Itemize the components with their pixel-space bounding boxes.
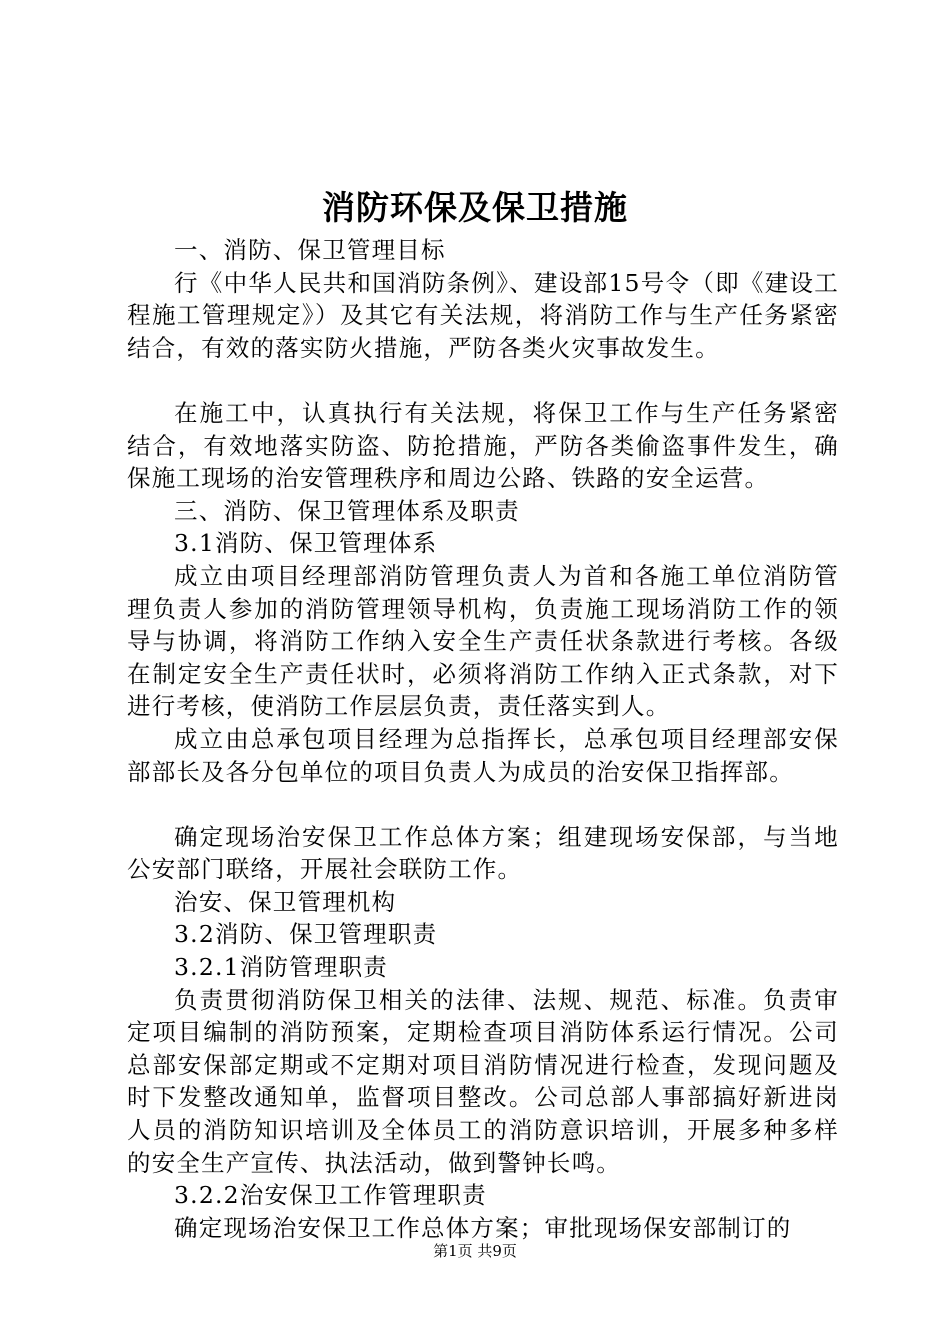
document-body <box>127 234 839 1244</box>
section-heading-1: 一、消防、保卫管理目标 <box>174 236 446 264</box>
section-heading-3: 三、消防、保卫管理体系及职责 <box>174 496 520 525</box>
subsection-heading-3-2-1: 3.2.1消防管理职责 <box>174 953 388 982</box>
subsection-heading-3-2-2: 3.2.2治安保卫工作管理职责 <box>174 1181 487 1210</box>
blank-line <box>127 364 839 397</box>
page-footer: 第1页 共9页 <box>433 1242 517 1260</box>
paragraph-security-command: 成立由总承包项目经理为总指挥长，总承包项目经理部安保部部长及各分包单位的项目负责人为成员的治安保卫指挥部。 <box>127 724 839 786</box>
page-title: 消防环保及保卫措施 <box>322 188 628 227</box>
subsection-heading-3-2: 3.2消防、保卫管理职责 <box>174 920 438 949</box>
heading-security-organization: 治安、保卫管理机构 <box>174 887 397 916</box>
paragraph-security-plan: 确定现场治安保卫工作总体方案；组建现场安保部，与当地公安部门联络，开展社会联防工作。 <box>127 822 839 884</box>
paragraph-fire-regulations: 行《中华人民共和国消防条例》、建设部15号令（即《建设工程施工管理规定》）及其它有关法规，将消防工作与生产任务紧密结合，有效的落实防火措施，严防各类火灾事故发生。 <box>127 268 839 362</box>
paragraph-security-duties: 确定现场治安保卫工作总体方案；审批现场保安部制订的 <box>174 1213 792 1242</box>
paragraph-security-regulations: 在施工中，认真执行有关法规，将保卫工作与生产任务紧密结合，有效地落实防盗、防抢措施，严防各类偷盗事件发生，确保施工现场的治安管理秩序和周边公路、铁路的安全运营。 <box>127 398 839 493</box>
subsection-heading-3-1: 3.1消防、保卫管理体系 <box>174 529 438 558</box>
paragraph-fire-duties: 负责贯彻消防保卫相关的法律、法规、规范、标准。负责审定项目编制的消防预案，定期检查项目消防体系运行情况。公司总部安保部定期或不定期对项目消防情况进行检查，发现问题及时下发整改通知单，监督项目整改。公司总部人事部搞好新进岗人员的消防知识培训及全体员工的消防意识培训，开展多种多样的安全生产宣传、执法活动，做到警钟长鸣。 <box>127 985 839 1177</box>
paragraph-fire-leadership: 成立由项目经理部消防管理负责人为首和各施工单位消防管理负责人参加的消防管理领导机构，负责施工现场消防工作的领导与协调，将消防工作纳入安全生产责任状条款进行考核。各级在制定安全生产责任状时，必须将消防工作纳入正式条款，对下进行考核，使消防工作层层负责，责任落实到人。 <box>127 561 839 721</box>
blank-line <box>127 788 839 821</box>
